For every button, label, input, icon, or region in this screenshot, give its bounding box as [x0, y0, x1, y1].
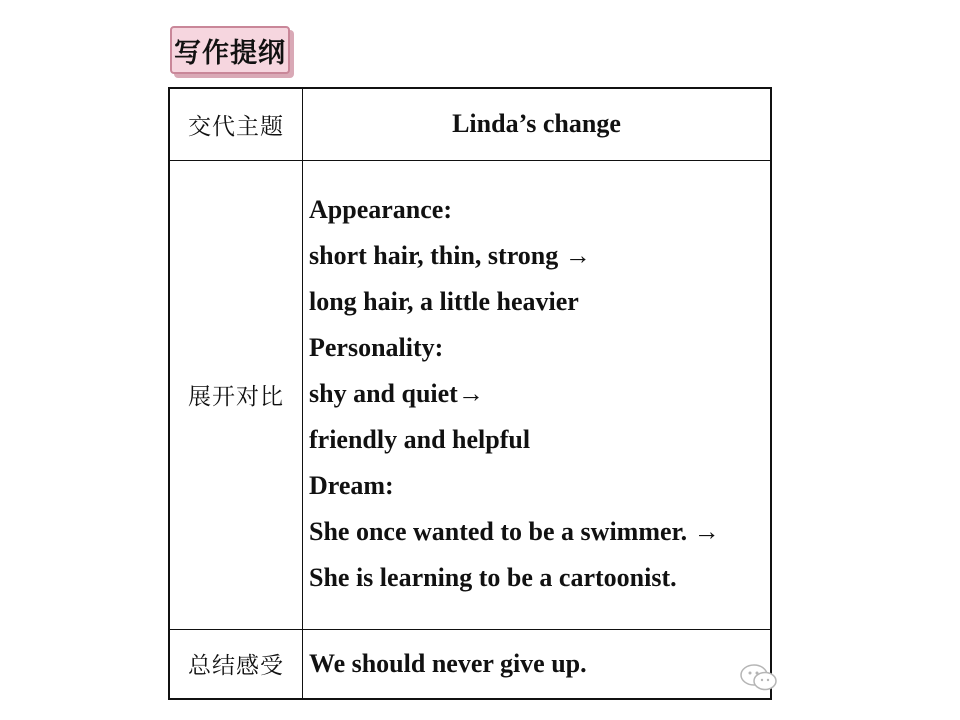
compare-line-dream-before: She once wanted to be a swimmer. → [309, 516, 720, 546]
summary-content [303, 629, 772, 699]
compare-line-appearance-heading: Appearance: [309, 194, 452, 224]
compare-line-personality-before: shy and quiet→ [309, 378, 484, 408]
table-row-compare [169, 160, 771, 629]
compare-line-dream-heading: Dream: [309, 470, 394, 500]
row-label-topic: 交代主题 [169, 88, 303, 160]
compare-line-personality-after: friendly and helpful [309, 424, 531, 454]
table-row-topic [169, 88, 771, 160]
summary-text: We should never give up. [309, 648, 587, 678]
writing-outline-table [168, 87, 772, 700]
badge-title: 写作提纲 [170, 26, 290, 74]
compare-content [303, 160, 772, 629]
compare-line-personality-heading: Personality: [309, 332, 444, 362]
table-row-summary [169, 629, 771, 699]
row-label-summary: 总结感受 [169, 629, 303, 699]
compare-line-appearance-after: long hair, a little heavier [309, 286, 579, 316]
compare-line-appearance-before: short hair, thin, strong → [309, 240, 591, 270]
compare-line-dream-after: She is learning to be a cartoonist. [309, 562, 677, 592]
row-label-compare: 展开对比 [169, 160, 303, 629]
topic-text: Linda’s change [303, 88, 772, 160]
wechat-watermark-icon [738, 662, 782, 692]
outline-header-badge [170, 26, 294, 78]
